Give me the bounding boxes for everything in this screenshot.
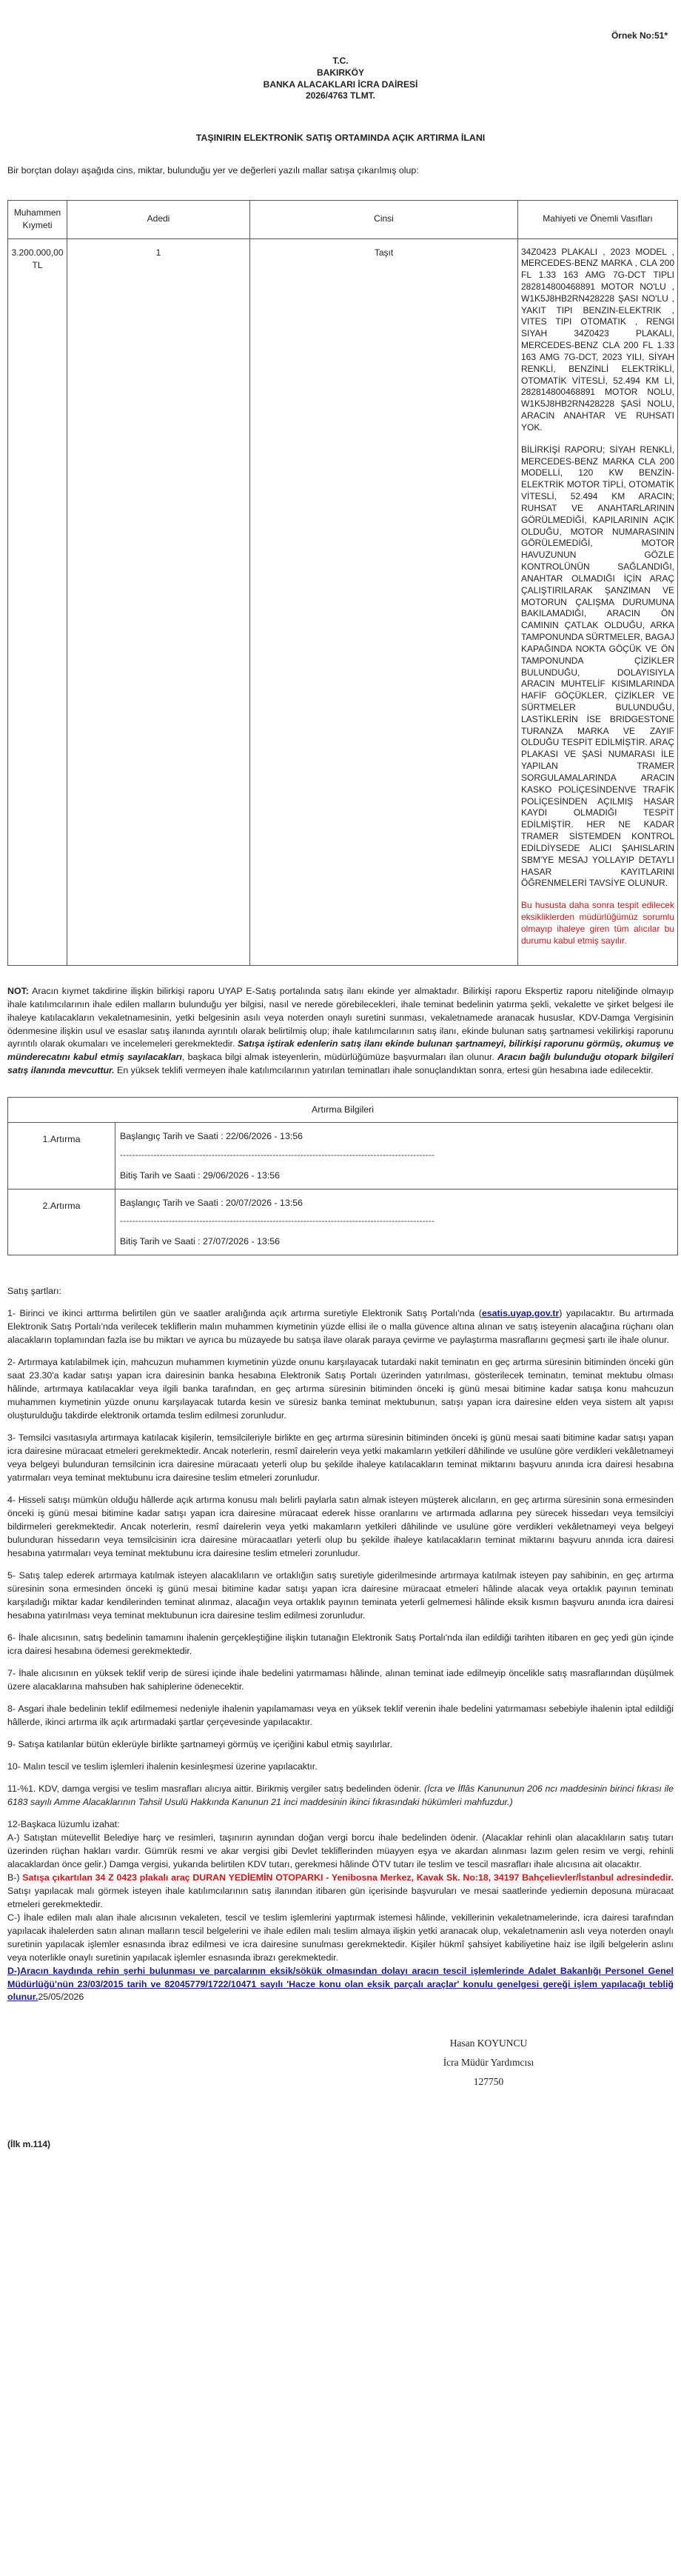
cell-type: Taşıt	[250, 238, 518, 965]
conditions-heading: Satış şartları:	[7, 1286, 61, 1297]
auction-title: Artırma Bilgileri	[8, 1098, 678, 1123]
condition-7: 7- İhale alıcısının en yüksek teklif verip de süresi içinde ihale bedelini yatırmaması hâlinde, alınan teminat iade edilmeyip öncelikle satış masraflarından düşülmek üzere alacaklarına mahsuben hak sahiplerine ödenecektir.	[7, 1667, 674, 1692]
auction-row-2	[8, 1189, 678, 1255]
condition-1	[7, 1307, 674, 1347]
note-text-5: En yüksek teklifi vermeyen ihale katılımcılarının yatırılan teminatları ihale sonuçlandıktan sonra, ertesi gün hesabına iade edilecektir.	[114, 1065, 654, 1076]
auction-end-1: Bitiş Tarih ve Saati : 29/06/2026 - 13:56	[120, 1169, 281, 1181]
auction-info-2	[115, 1189, 678, 1255]
intro-text: Bir borçtan dolayı aşağıda cins, miktar, bulunduğu yer ve değerleri yazılı mallar satışa çıkarılmış olup:	[7, 164, 419, 176]
header-line-4: 2026/4763 TLMT.	[305, 90, 376, 101]
condition-11-italic: (İcra ve İflâs Kanununun 206 ncı maddesinin birinci fıkrası ile 6183 sayılı Amme Alacaklarının Tahsil Usulü Hakkında Kanunun 21 inci maddesinin ikinci fıkrasındaki hükümleri mahfuzdur.)	[7, 1783, 674, 1807]
condition-5: 5- Satış talep ederek artırmaya katılmak isteyen alacaklıların ve ortaklığın satış suretiyle giderilmesinde artırmaya katılmak isteyen pay sahibinin, en geç artırma süresinin sona ermesinden önceki iş günü mesai bitimine kadar satışı yapan icra dairesine müracaat etmeleri hâlinde alacak veya ortaklık payının teminatı karşıladığı miktar kadar kendilerinden teminat alınmaz, alacağın veya ortaklık payının teminata yeterli gelmemesi hâlinde eksik kısmın başvuru anında icra dairesi hesabına yatırılması veya teminat mektubunun icra dairesine teslim edilmesi zorunludur.	[7, 1569, 674, 1621]
header-line-1: T.C.	[332, 56, 349, 67]
condition-10: 10- Malın tescil ve teslim işlemleri ihalenin kesinleşmesi üzerine yapılacaktır.	[7, 1761, 318, 1772]
condition-1-text-a: 1- Birinci ve ikinci arttırma belirtilen gün ve saatler aralığında açık artırma suretiyle Elektronik Satış Portalı'nda (	[7, 1308, 482, 1319]
condition-2: 2- Artırmaya katılabilmek için, mahcuzun muhammen kıymetinin yüzde onunu karşılayacak tutardaki nakit teminatın en geç artırma süresinin bitiminden önceki gün saat 23.30'a kadar satışı yapan icra dairesinin banka hesabına Elektronik Satış Portalı üzerinden yatırılması, gösterilecek teminatın, teminat mektubu olması hâlinde, artırmaya katılacaklar veya ilgili banka tarafından, en geç artırma süresinin bitiminden önceki iş günü mesai bitimine kadar satışa konu mahcuzun muhammen kıymetinin yüzde onunu karşılayacak tutarda kesin ve süresiz banka teminat mektubunun, satışı yapan icra dairesine elden veya sistem alt yapısı oluşturulduğu takdirde elektronik ortamda teslim edilmesi zorunludur.	[7, 1357, 674, 1421]
parking-location: Satışa çıkartılan 34 Z 0423 plakalı araç DURAN YEDİEMİN OTOPARKI - Yenibosna Merkez, Kavak Sk. No:18, 34197 Bahçelievler/İstanbul adresindedir.	[22, 1872, 674, 1883]
condition-12-b-label: B-)	[7, 1872, 23, 1883]
office-header	[7, 56, 674, 101]
note-text-2: Satışa iştirak edenlerin satış ilanı ekinde bulunan şartnameyi, bilirkişi raporunu görmüş, okumuş ve münderecatını kabul etmiş sayılacakları	[7, 1038, 674, 1063]
condition-12-b	[7, 1872, 674, 1912]
divider: -------------------------------------------------------------------------------------------------------	[120, 1149, 435, 1160]
condition-11-text: 11-%1. KDV, damga vergisi ve teslim masrafları alıcıya aittir. Birikmiş vergiler satış bedelinden ödenir.	[7, 1783, 425, 1794]
auction-label-1: 1.Artırma	[8, 1123, 115, 1189]
note-paragraph	[7, 985, 674, 1078]
asset-table	[7, 200, 678, 966]
expert-report: BİLİRKİŞİ RAPORU; SİYAH RENKLİ, MERCEDES-BENZ MARKA CLA 200 MODELLİ, 120 KW BENZİN-ELEKTRİK MOTOR TİPLİ, OTOMATİK VİTESLİ, 52.494 KM ARACIN; RUHSAT VE ANAHTARLARININ GÖRÜLMEDİĞİ, KAPILARININ AÇIK OLDUĞU, MOTOR NUMARASININ GÖRÜLEMEDİĞİ, MOTOR HAVUZUNUN GÖZLE KONTROLÜNÜN SAĞLANDIĞI, ANAHTAR OLMADIĞI İÇİN ARAÇ ÇALIŞTIRILARAK ŞANZIMAN VE MOTORUN ÇALIŞMA DURUMUNA BAKILAMADIĞI, ARACIN ÖN CAMININ ÇATLAK OLDUĞU, ARKA TAMPONUNDA SÜRTMELER, BAGAJ KAPAĞINDA NOKTA GÖÇÜK VE ÖN TAMPONUNDA ÇİZİKLER BULUNDUĞU, DOLAYISIYLA ARACIN MUHTELİF KISIMLARINDA HAFİF GÖÇÜKLER, ÇİZİKLER VE SÜRTMELER BULUNDUĞU, LASTİKLERİN İSE BRIDGESTONE TURANZA MARKA VE ZAYIF OLDUĞU TESPİT EDİLMİŞTİR. ARAÇ PLAKASI VE ŞASİ NUMARASI İLE YAPILAN TRAMER SORGULAMALARINDA ARACIN KASKO POLİÇESİNDENVE TRAFİK POLİÇESİNDEN AÇILMIŞ HASAR KAYDI OLMADIĞI TESPİT EDİLMİŞTİR. HER NE KADAR TRAMER SİSTEMDEN KONTROL EDİLDİYSEDE ALICI ŞAHISLARIN SBM'YE MESAJ YOLLAYIP DETAYLI HASAR KAYITLARINI ÖĞRENMELERİ TAVSİYE OLUNUR.	[521, 444, 674, 889]
auction-label-2: 2.Artırma	[8, 1189, 115, 1255]
condition-12-d-text: D-)Aracın kaydında rehin şerhi bulunması ve parçalarının eksik/sökük olmasından dolayı aracın tescil işlemlerinde Adalet Bakanlığı Personel Genel Müdürlüğü'nün 23/03/2015 tarih ve 82045779/1722/10471 sayılı 'Hacze konu olan eksik parçalı araçlar' konulu genelgesi gereği işlem yapılacağı tebliğ olunur.	[7, 1965, 674, 2003]
header-count: Adedi	[67, 200, 250, 238]
footer-reference: (İlk m.114)	[7, 2139, 51, 2150]
note-label: NOT:	[7, 985, 29, 996]
condition-12-b-text: Satışı yapılacak malı görmek isteyen ihale katılımcılarının satış ilanından itibaren gün içerisinde başvuruları ve mesai saatlerinde yediemin deposuna müracaat etmeleri gerekmektedir.	[7, 1885, 674, 1909]
header-type: Cinsi	[250, 200, 518, 238]
condition-1-text-b: ) yapılacaktır. Bu artırmada Elektronik Satış Portalı'nda verilecek tekliflerin malın muhammen kıymetinin yüzde ellisi ile o malla güvence altına alınan ve satış isteyenin alacağına rüçhanı olan alacakların toplamından fazla ise bu miktarı ve ayrıca bu müzayede bu satışa ilave olarak paraya çevirme ve paylaştırma masraflarını geçmesi şartı ile ihale olunur.	[7, 1308, 674, 1346]
signer-role: İcra Müdür Yardımcısı	[443, 2057, 534, 2069]
header-value: Muhammen Kıymeti	[8, 200, 67, 238]
sale-conditions	[7, 1285, 674, 2004]
auction-info-1	[115, 1123, 678, 1189]
auction-start-1: Başlangıç Tarih ve Saati : 22/06/2026 - 13:56	[120, 1131, 303, 1142]
divider: -------------------------------------------------------------------------------------------------------	[120, 1215, 435, 1226]
condition-12-d	[7, 1965, 674, 2005]
signer-name: Hasan KOYUNCU	[449, 2038, 528, 2049]
condition-12-c: C-) İhale edilen malı alan ihale alıcısının vekaleten, tescil ve teslim işlemlerini yaptırmak istemesi hâlinde, vekillerinin vekaletnamelerinde, icra dairesi tarafından yapılacak ihalelerden satın alınan malların tescil belgelerini ve ihale edilen malı teslim almaya ilişkin yetki aranacak olup, vekaletnamenin aslı veya noterden onaylı suretinin yapılacak işlemler esnasında ibraz edilmesi ve icra dairesine sunulması gerekmektedir. Kişiler hükmî şahsiyet kabiliyetine haiz ise ilgili belgelerin aslını veya noterlikle onaylı suretinin yapılacak işlemler esnasında ibrazı gerekmektedir.	[7, 1912, 674, 1963]
note-text-3: , başkaca bilgi almak isteyenlerin, müdürlüğümüze başvurmaları ilan olunur.	[181, 1052, 497, 1063]
signer-number: 127750	[473, 2075, 504, 2087]
cell-count: 1	[67, 238, 250, 965]
auction-row-1	[8, 1123, 678, 1189]
auction-start-2: Başlangıç Tarih ve Saati : 20/07/2026 - 13:56	[120, 1197, 303, 1208]
table-row	[8, 238, 678, 965]
condition-3: 3- Temsilci vasıtasıyla artırmaya katılacak kişilerin, temsilcileriyle birlikte en geç artırma süresinin bitiminden önceki iş günü mesai saati bitimine kadar satışı yapan icra dairesine müracaat etmeleri gerekmektedir. Ancak noterlerin, resmî dairelerin veya yetki makamların yetkileri dâhilinde ve usulüne göre verdikleri vekâletnameyi veya belgeyi bulunduran temsilcinin icra dairesine müracaatı yeterli olup bu şekilde ihaleye katılacakların teminat miktarını başvuru anında icra dairesi hesabına yatırmaları veya teminat mektubunu icra dairesine teslim etmeleri zorunludur.	[7, 1432, 674, 1483]
signature-block	[378, 2034, 600, 2091]
condition-12-heading: 12-Başkaca lüzumlu izahat:	[7, 1818, 120, 1829]
note-text-1: Aracın kıymet takdirine ilişkin bilirkişi raporu UYAP E-Satış portalında satış ilanı ekinde yer almaktadır. Bilirkişi raporu Ekspertiz raporu niteliğinde olmayıp ihale katılımcılarının ihale edilen malların bulunduğu yer bilgisi, nasıl ve nerede görebilecekleri, ihale teminat bedelinin yatırma şekli, vekalette ve şirket belgesi ile ihaleye katılacakların vekaletnamesinin, yetki belgesinin asılı veya noterden onaylı suretini sunması, vekaletnamede aranacak hususlar, KDV-Damga Vergisinin ödenmesine ilişkin usul ve esaslar satış ilanında ayrıntılı olarak belirtilmiş olup; ihale katılımcılarının satış ilanı, ekinde bulunan satış şartnamesi vekilirkişi raporunu ayrıntılı olarak okumaları ve incelemeleri gerekmektedir.	[7, 985, 674, 1050]
condition-4: 4- Hisseli satışı mümkün olduğu hâllerde açık artırma konusu malı belirli paylarla satın almak isteyen müşterek alıcıların, en geç artırma süresinin sona ermesinden önceki iş günü mesai bitimine kadar satışı yapan icra dairesine müracaat ederek hisse oranlarını ve artırmada adlarına pey sürecek hissedarı veya temsilciyi bildirmeleri gerekmektedir. Ancak noterlerin, resmî dairelerin veya yetki makamların yetkileri dâhilinde ve usulüne göre verdikleri vekâletnameyi veya belgeyi bulunduran hissedarın veya temsilcisinin icra dairesine müracaatları yeterli olup bu şekilde ihaleye katılacakların teminat miktarını başvuru anında icra dairesi hesabına yatırmaları veya teminat mektubunu icra dairesine teslim etmeleri zorunludur.	[7, 1494, 674, 1558]
condition-6: 6- İhale alıcısının, satış bedelinin tamamını ihalenin gerçekleştiğine ilişkin tutanağın Elektronik Satış Portalı'nda ilan edildiği tarihten itibaren en geç yedi gün içinde icra dairesi hesabına ödemesi gerekmektedir.	[7, 1632, 674, 1656]
disclaimer-text: Bu hususta daha sonra tespit edilecek eksikliklerden müdürlüğümüz sorumlu olmayıp ihaleye giren tüm alıcılar bu durumu kabul etmiş sayılır.	[521, 900, 674, 946]
vehicle-info: 34Z0423 PLAKALI , 2023 MODEL , MERCEDES-BENZ MARKA , CLA 200 FL 1.33 163 AMG 7G-DCT TIPLI 282814800468891 MOTOR NO'LU , W1K5J8HB2RN428228 ŞASI NO'LU , YAKIT TIPI BENZIN-ELEKTRIK , VITES TIPI OTOMATIK , RENGI SIYAH 34Z0423 PLAKALI, MERCEDES-BENZ CLA 200 FL 1.33 163 AMG 7G-DCT, 2023 YILI, SİYAH RENKLİ, BENZİNLİ ELEKTRİKLİ, OTOMATİK VİTESLİ, 52.494 KM Lİ, 282814800468891 MOTOR NOLU, W1K5J8HB2RN428228 ŞASİ NOLU, ARACIN ANAHTAR VE RUHSATI YOK.	[521, 246, 674, 433]
auction-table	[7, 1097, 678, 1255]
cell-description	[518, 238, 678, 965]
announcement-title: TAŞINIRIN ELEKTRONİK SATIŞ ORTAMINDA AÇIK ARTIRMA İLANI	[195, 132, 486, 143]
esatis-link[interactable]: esatis.uyap.gov.tr	[481, 1308, 560, 1319]
announcement-date: 25/05/2026	[38, 1992, 84, 2003]
condition-11	[7, 1783, 674, 1809]
condition-9: 9- Satışa katılanlar bütün eklerüyle birlikte şartnameyi görmüş ve içeriğini kabul etmiş sayılırlar.	[7, 1738, 392, 1749]
header-description: Mahiyeti ve Önemli Vasıfları	[518, 200, 678, 238]
cell-value: 3.200.000,00 TL	[8, 238, 67, 965]
condition-12	[7, 1818, 674, 2005]
header-line-2: BAKIRKÖY	[316, 67, 364, 78]
auction-end-2: Bitiş Tarih ve Saati : 27/07/2026 - 13:56	[120, 1236, 281, 1247]
asset-table-header	[8, 200, 678, 238]
header-line-3: BANKA ALACAKLARI İCRA DAİRESİ	[263, 79, 418, 90]
form-number: Örnek No:51*	[611, 30, 668, 41]
condition-12-a: A-) Satıştan mütevellit Belediye harç ve resimleri, taşınırın aynından doğan vergi borcu ihale bedelinden ödenir. (Alacaklar rehinli olan alacaklıların satış tutarı üzerinden rüçhan hakları vardır. Gümrük resmi ve akar vergisi gibi Devlet tekliflerinden müayyen eşya ve akardan alınması lazım gelen resim ve vergi, rehinli alacaklardan önce gelir.) Damga vergisi, yukarıda belirtilen KDV tutarı, gerekmesi hâlinde ÖTV tutarı ile teslim ve tescil masrafları ihale alıcısına ait olacaktır.	[7, 1832, 674, 1869]
note-text-4: Aracın bağlı bulunduğu otopark bilgileri satış ilanında mevcuttur.	[7, 1052, 674, 1076]
condition-8: 8- Asgari ihale bedelinin teklif edilmemesi nedeniyle ihalenin yapılamaması veya en yüksek teklif verenin ihale bedelini yatırmaması sebebiyle ihalenin iptal edildiği hâllerde, ikinci artırma ilk açık artırmadaki şartlar çerçevesinde yapılacaktır.	[7, 1703, 674, 1727]
